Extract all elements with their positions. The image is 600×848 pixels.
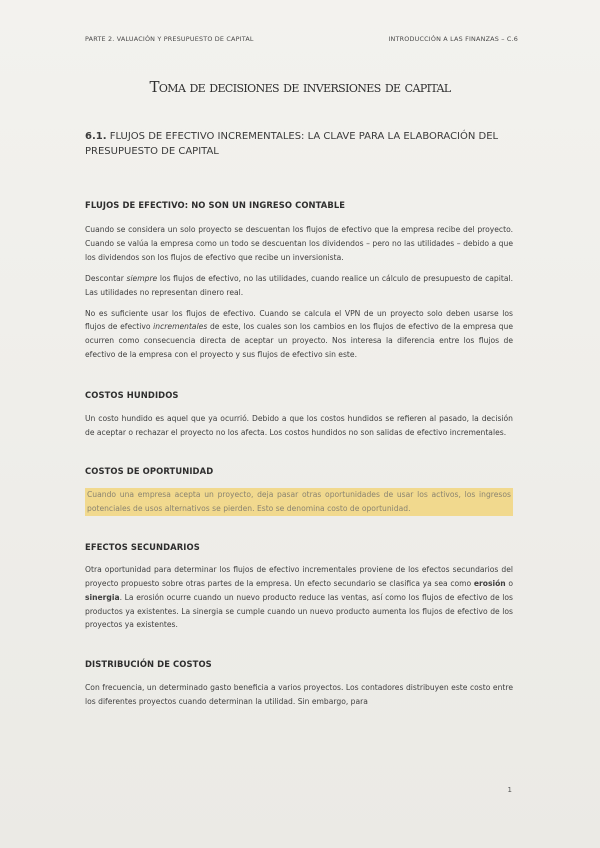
paragraph-flujos-1: Cuando se considera un solo proyecto se descuentan los flujos de efectivo que la empresa recibe del proyecto. Cuando se valúa la empresa como un todo se descuentan los dividendos – pero no las utilidades – debido a que los dividendos son los flujos de efectivo que recibe un inversionista. bbox=[85, 225, 513, 262]
section-number: 6.1. bbox=[85, 131, 107, 142]
paragraph-costos-hundidos: Un costo hundido es aquel que ya ocurrió. Debido a que los costos hundidos se refieren al pasado, la decisión de aceptar o rechazar el proyecto no los afecta. Los costos hundidos no son salidas de efectivo incrementales. bbox=[85, 414, 513, 438]
highlighted-paragraph: Cuando una empresa acepta un proyecto, deja pasar otras oportunidades de usar los activos, los ingresos potenciales de usos alternativos se pierden. Esto se denomina costo de oportunidad. bbox=[85, 488, 513, 516]
document-body bbox=[85, 130, 513, 709]
paragraph-flujos-2: Descontar siempre los flujos de efectivo, no las utilidades, cuando realice un cálculo de presupuesto de capital. Las utilidades no representan dinero real. bbox=[85, 273, 513, 297]
paragraph-efectos-secundarios: Otra oportunidad para determinar los flujos de efectivo incrementales proviene de los efectos secundarios del proyecto propuesto sobre otras partes de la empresa. Un efecto secundario se clasifica ya sea como erosión o sinergia. La erosión ocurre cuando un nuevo producto reduce las ventas, así como los flujos de efectivo de los productos ya existentes. La sinergia se cumple cuando un nuevo producto aumenta los flujos de efectivo de los proyectos ya existentes. bbox=[85, 564, 513, 630]
section-title-text: FLUJOS DE EFECTIVO INCREMENTALES: LA CLAVE PARA LA ELABORACIÓN DEL PRESUPUESTO DE CAPITAL bbox=[85, 131, 499, 157]
heading-costos-oportunidad: COSTOS DE OPORTUNIDAD bbox=[85, 465, 214, 476]
paragraph-distribucion-costos: Con frecuencia, un determinado gasto beneficia a varios proyectos. Los contadores distribuyen este costo entre los diferentes proyectos cuando determinan la utilidad. Sin embargo, para bbox=[85, 683, 513, 707]
heading-efectos-secundarios: EFECTOS SECUNDARIOS bbox=[85, 541, 200, 552]
header-left: PARTE 2. VALUACIÓN Y PRESUPUESTO DE CAPITAL bbox=[85, 35, 254, 43]
main-section-heading bbox=[85, 130, 513, 159]
heading-flujos: FLUJOS DE EFECTIVO: NO SON UN INGRESO CONTABLE bbox=[85, 200, 346, 210]
paragraph-flujos-3: No es suficiente usar los flujos de efectivo. Cuando se calcula el VPN de un proyecto solo deben usarse los flujos de efectivo incrementales de este, los cuales son los cambios en los flujos de efectivo de la empresa que ocurren como consecuencia directa de aceptar un proyecto. Nos interesa la diferencia entre los flujos de efectivo de la empresa con el proyecto y sus flujos de efectivo sin este. bbox=[85, 308, 513, 360]
heading-distribucion-costos: DISTRIBUCIÓN DE COSTOS bbox=[85, 659, 212, 670]
running-header bbox=[85, 35, 518, 43]
header-right: INTRODUCCIÓN A LAS FINANZAS – C.6 bbox=[388, 35, 518, 43]
page-number: 1 bbox=[507, 786, 512, 794]
page-title: Toma de decisiones de inversiones de capital bbox=[149, 78, 451, 96]
heading-costos-hundidos: COSTOS HUNDIDOS bbox=[85, 390, 179, 401]
